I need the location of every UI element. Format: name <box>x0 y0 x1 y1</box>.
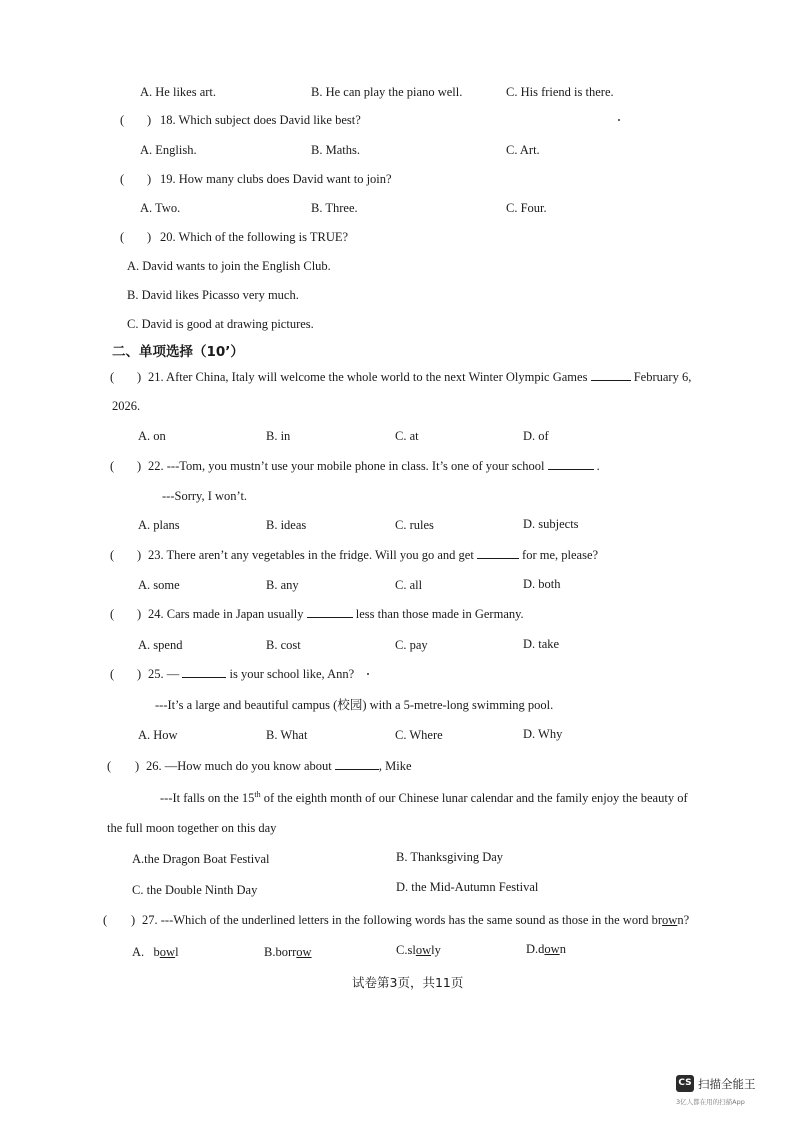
prev-option-c: C. His friend is there. <box>506 85 614 99</box>
answer-blank <box>307 606 353 618</box>
q26-option-d: D. the Mid-Autumn Festival <box>396 880 539 894</box>
prev-option-b: B. He can play the piano well. <box>311 85 463 99</box>
speck <box>618 119 620 121</box>
q24-option-b: B. cost <box>266 638 301 652</box>
q19-paren-open: ( <box>120 172 125 186</box>
scanner-tagline: 3亿人都在用的扫描App <box>676 1098 745 1106</box>
q20-option-a: A. David wants to join the English Club. <box>127 259 331 273</box>
q23-option-a: A. some <box>138 578 180 592</box>
q21-option-b: B. in <box>266 429 291 443</box>
q20-option-c: C. David is good at drawing pictures. <box>127 317 314 331</box>
q22-paren-open: ( <box>110 459 115 473</box>
q27-paren-close: ) <box>131 913 136 927</box>
q27-paren-open: ( <box>103 913 108 927</box>
q24-paren-open: ( <box>110 607 115 621</box>
q26-paren-open: ( <box>107 759 112 773</box>
q18-paren-close: ) <box>147 113 152 127</box>
q22-option-b: B. ideas <box>266 518 307 532</box>
q24-paren-close: ) <box>137 607 142 621</box>
q22-reply: ---Sorry, I won’t. <box>162 489 248 503</box>
scanner-logo-icon: CS <box>676 1075 694 1092</box>
q24-option-d: D. take <box>523 637 560 651</box>
q24-option-a: A. spend <box>138 638 183 652</box>
q20-paren-open: ( <box>120 230 125 244</box>
answer-blank <box>335 758 379 770</box>
q23-text: 23. There aren’t any vegetables in the fridge. Will you go and get for me, please? <box>148 548 599 562</box>
q25-reply: ---It’s a large and beautiful campus (校园) with a 5-metre-long swimming pool. <box>155 698 554 712</box>
q22-option-c: C. rules <box>395 518 434 532</box>
q27-text: 27. ---Which of the underlined letters in the following words has the same sound as those in the word brown? <box>142 913 690 927</box>
answer-blank <box>548 458 594 470</box>
q21-text-cont: 2026. <box>112 399 141 413</box>
q26-option-a: A.the Dragon Boat Festival <box>132 852 270 866</box>
q21-option-d: D. of <box>523 429 549 443</box>
q27-option-c: C.slowly <box>396 943 441 957</box>
scanner-app-name: 扫描全能王 <box>698 1077 756 1091</box>
q19-option-b: B. Three. <box>311 201 358 215</box>
q21-option-a: A. on <box>138 429 166 443</box>
prev-option-a: A. He likes art. <box>140 85 217 99</box>
section-heading: 二、单项选择（10’） <box>112 344 244 360</box>
q21-option-c: C. at <box>395 429 419 443</box>
q23-option-c: C. all <box>395 578 423 592</box>
q23-option-d: D. both <box>523 577 561 591</box>
q24-text: 24. Cars made in Japan usually less than those made in Germany. <box>148 607 524 621</box>
q26-reply: ---It falls on the 15th of the eighth month of our Chinese lunar calendar and the family enjoy the beauty of <box>160 790 688 806</box>
q19-text: 19. How many clubs does David want to join? <box>160 172 392 186</box>
q25-option-a: A. How <box>138 728 178 742</box>
q21-paren-open: ( <box>110 370 115 384</box>
q25-option-c: C. Where <box>395 728 443 742</box>
q22-option-d: D. subjects <box>523 517 579 531</box>
q21-text: 21. After China, Italy will welcome the whole world to the next Winter Olympic Games February 6, <box>148 370 692 384</box>
q27-option-a: A. bowl <box>132 945 179 959</box>
q26-option-c: C. the Double Ninth Day <box>132 883 258 897</box>
q25-paren-close: ) <box>137 667 142 681</box>
q25-option-d: D. Why <box>523 727 563 741</box>
q18-text: 18. Which subject does David like best? <box>160 113 361 127</box>
q20-text: 20. Which of the following is TRUE? <box>160 230 349 244</box>
q23-option-b: B. any <box>266 578 299 592</box>
answer-blank <box>182 666 226 678</box>
speck <box>367 673 369 675</box>
q25-option-b: B. What <box>266 728 308 742</box>
q25-text: 25. — is your school like, Ann? <box>148 667 355 681</box>
q25-paren-open: ( <box>110 667 115 681</box>
q19-paren-close: ) <box>147 172 152 186</box>
q24-option-c: C. pay <box>395 638 428 652</box>
q18-option-b: B. Maths. <box>311 143 360 157</box>
q21-paren-close: ) <box>137 370 142 384</box>
q22-text: 22. ---Tom, you mustn’t use your mobile phone in class. It’s one of your school . <box>148 459 600 473</box>
answer-blank <box>591 369 631 381</box>
q27-option-b: B.borrow <box>264 945 312 959</box>
q18-paren-open: ( <box>120 113 125 127</box>
q27-option-d: D.down <box>526 942 566 956</box>
q20-option-b: B. David likes Picasso very much. <box>127 288 299 302</box>
answer-blank <box>477 547 519 559</box>
page-footer: 试卷第3页，共11页 <box>352 975 464 990</box>
q20-paren-close: ) <box>147 230 152 244</box>
q19-option-a: A. Two. <box>140 201 181 215</box>
q26-text: 26. —How much do you know about , Mike <box>146 759 412 773</box>
q18-option-a: A. English. <box>140 143 197 157</box>
q23-paren-open: ( <box>110 548 115 562</box>
q26-option-b: B. Thanksgiving Day <box>396 850 504 864</box>
q22-option-a: A. plans <box>138 518 180 532</box>
q26-paren-close: ) <box>135 759 140 773</box>
q18-option-c: C. Art. <box>506 143 540 157</box>
q23-paren-close: ) <box>137 548 142 562</box>
q26-reply-cont: the full moon together on this day <box>107 821 277 835</box>
q19-option-c: C. Four. <box>506 201 547 215</box>
q22-paren-close: ) <box>137 459 142 473</box>
